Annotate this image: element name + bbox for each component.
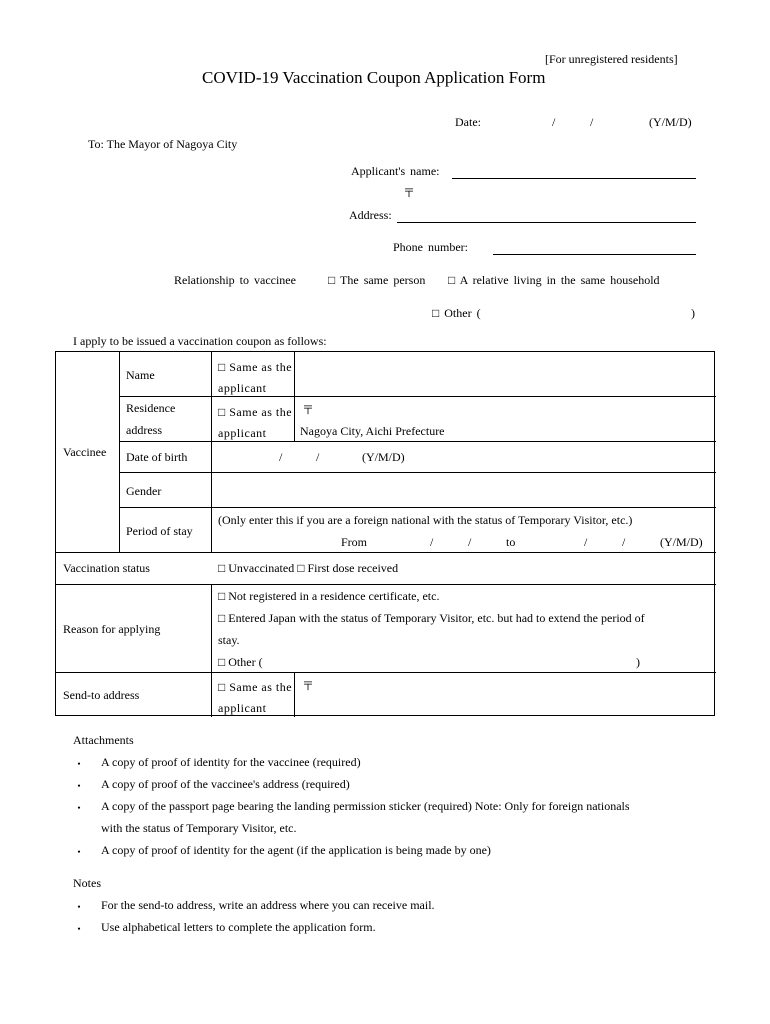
phone-field[interactable] <box>493 254 696 255</box>
vaccinee-label: Vaccinee <box>63 445 107 459</box>
name-same-as-checkbox[interactable]: □ Same as the <box>218 360 293 374</box>
reason-temporary-visitor-checkbox[interactable]: □ Entered Japan with the status of Temporary Visitor, etc. but had to extend the period of <box>218 611 645 625</box>
residence-same-as-line2: applicant <box>218 426 267 440</box>
residence-city: Nagoya City, Aichi Prefecture <box>300 424 445 438</box>
name-label: Name <box>126 368 155 382</box>
reason-other-checkbox[interactable]: □ Other ( <box>218 655 263 669</box>
intro-text: I apply to be issued a vaccination coupon as follows: <box>73 334 327 348</box>
period-to: to <box>506 535 516 549</box>
applicant-address-label: Address: <box>349 208 392 222</box>
vaccination-status-options[interactable]: □ Unvaccinated □ First dose received <box>218 561 399 575</box>
phone-label: Phone number: <box>393 240 468 254</box>
note-item-2: Use alphabetical letters to complete the application form. <box>101 920 376 934</box>
addressee: To: The Mayor of Nagoya City <box>88 137 238 151</box>
period-from-sep-2: / <box>468 535 472 549</box>
applicant-name-label: Applicant's name: <box>351 164 440 178</box>
date-format: (Y/M/D) <box>649 115 692 129</box>
send-to-same-as-line2: applicant <box>218 701 267 715</box>
attachments-heading: Attachments <box>73 733 134 747</box>
relationship-other-close: ) <box>691 306 695 320</box>
period-note: (Only enter this if you are a foreign national with the status of Temporary Visitor, etc.) <box>218 513 633 527</box>
attachment-bullet-1: ・ <box>73 757 86 771</box>
relationship-relative-checkbox[interactable]: □ A relative living in the same household <box>448 273 660 287</box>
attachment-bullet-3: ・ <box>73 801 86 815</box>
residence-label-1: Residence <box>126 401 176 415</box>
gender-label: Gender <box>126 484 162 498</box>
period-from: From <box>341 535 368 549</box>
send-to-label: Send-to address <box>63 688 140 702</box>
residence-postal-mark: 〒 <box>302 403 315 417</box>
reason-label: Reason for applying <box>63 622 161 636</box>
applicant-address-field[interactable] <box>397 222 696 223</box>
note-bullet-2: ・ <box>73 922 86 936</box>
send-to-postal-mark: 〒 <box>302 679 315 693</box>
unregistered-residents-tag: [For unregistered residents] <box>545 52 678 66</box>
notes-heading: Notes <box>73 876 101 890</box>
attachment-item-1: A copy of proof of identity for the vaccinee (required) <box>101 755 361 769</box>
attachment-item-2: A copy of proof of the vaccinee's address (required) <box>101 777 350 791</box>
applicant-name-field[interactable] <box>452 178 696 179</box>
name-same-as-line2: applicant <box>218 381 267 395</box>
period-from-sep-1: / <box>430 535 434 549</box>
note-item-1: For the send-to address, write an address where you can receive mail. <box>101 898 435 912</box>
relationship-other-checkbox[interactable]: □ Other ( <box>432 306 481 320</box>
attachment-bullet-4: ・ <box>73 845 86 859</box>
date-label: Date: <box>455 115 481 129</box>
attachment-item-3-cont: with the status of Temporary Visitor, etc. <box>101 821 297 835</box>
dob-format: (Y/M/D) <box>362 450 405 464</box>
date-sep-1: / <box>552 115 556 129</box>
name-field[interactable] <box>296 353 715 395</box>
period-to-sep-1: / <box>584 535 588 549</box>
dob-sep-1: / <box>279 450 283 464</box>
application-table <box>55 351 715 716</box>
reason-not-registered-checkbox[interactable]: □ Not registered in a residence certificate, etc. <box>218 589 440 603</box>
relationship-same-checkbox[interactable]: □ The same person <box>328 273 426 287</box>
relationship-label: Relationship to vaccinee <box>174 273 296 287</box>
dob-label: Date of birth <box>126 450 188 464</box>
vaccination-status-label: Vaccination status <box>63 561 150 575</box>
residence-same-as-checkbox[interactable]: □ Same as the <box>218 405 293 419</box>
date-sep-2: / <box>590 115 594 129</box>
send-to-same-as-checkbox[interactable]: □ Same as the <box>218 680 293 694</box>
attachment-item-3: A copy of the passport page bearing the landing permission sticker (required) Note: Only for foreign nationals <box>101 799 630 813</box>
attachment-bullet-2: ・ <box>73 779 86 793</box>
reason-temporary-visitor-line2: stay. <box>218 633 240 647</box>
reason-other-close: ) <box>636 655 640 669</box>
gender-field[interactable] <box>213 474 715 506</box>
period-to-sep-2: / <box>622 535 626 549</box>
postal-mark: 〒 <box>403 186 416 200</box>
dob-sep-2: / <box>316 450 320 464</box>
residence-label-2: address <box>126 423 162 437</box>
attachment-item-4: A copy of proof of identity for the agent (if the application is being made by one) <box>101 843 491 857</box>
form-title: COVID-19 Vaccination Coupon Application Form <box>202 68 546 87</box>
period-format: (Y/M/D) <box>660 535 703 549</box>
note-bullet-1: ・ <box>73 900 86 914</box>
period-label: Period of stay <box>126 524 193 538</box>
